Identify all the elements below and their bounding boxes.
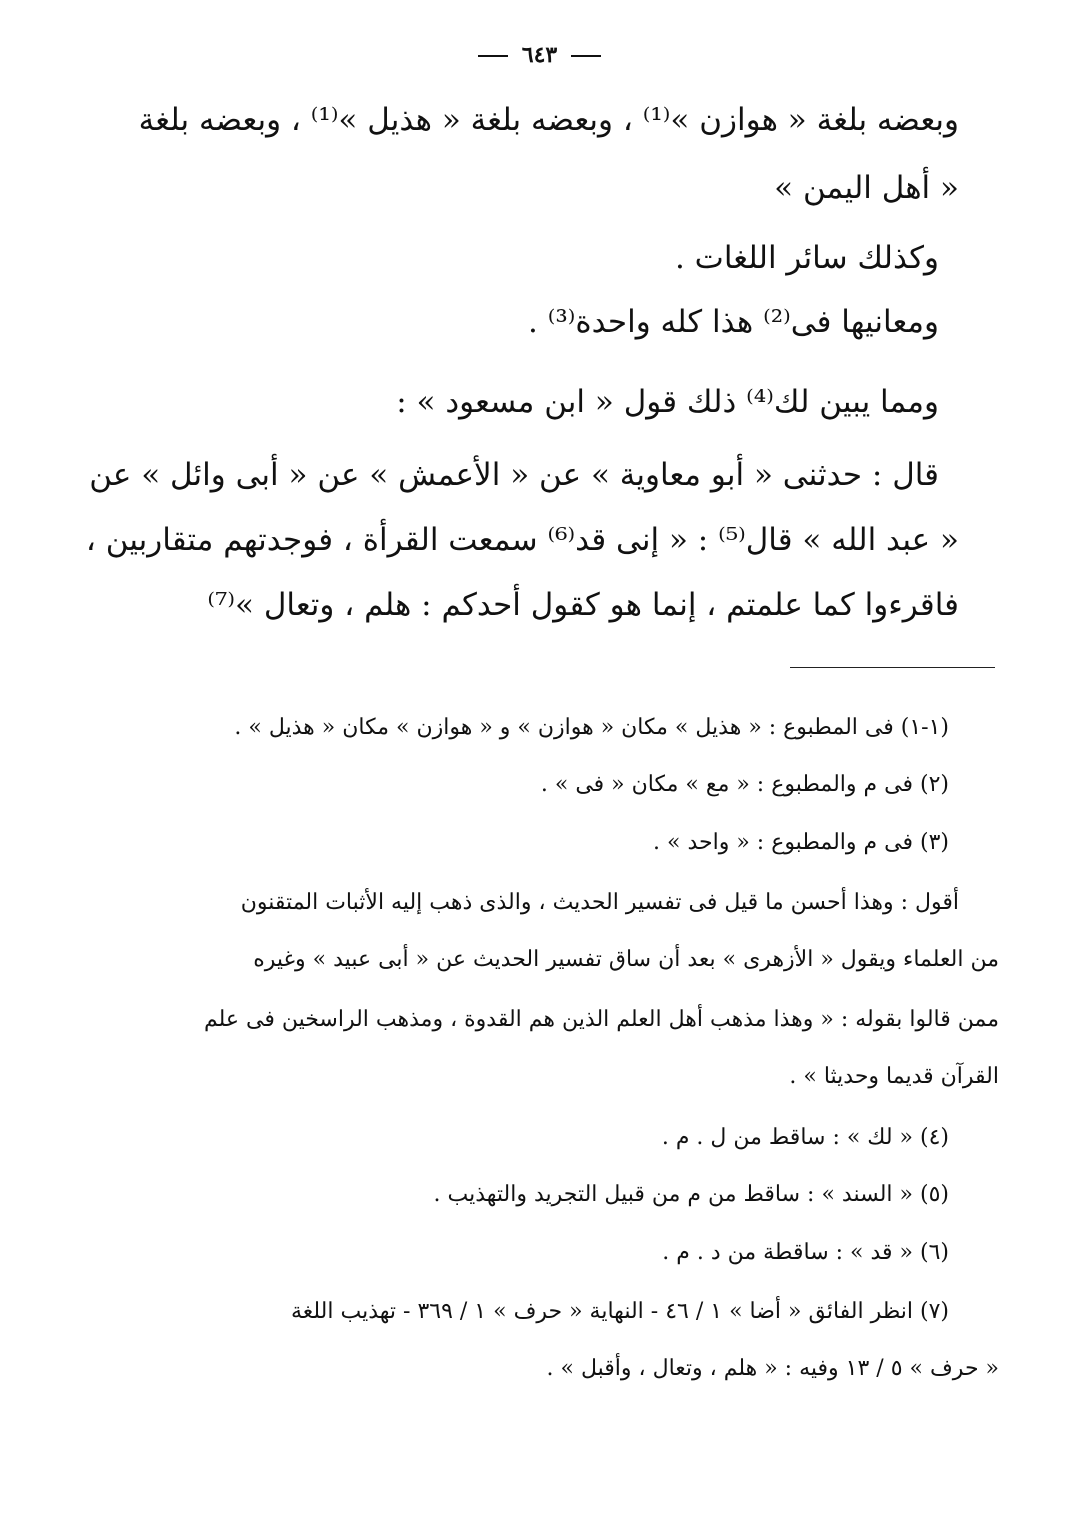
main-text-line-6: قال : حدثنى « أبو معاوية » عن « الأعمش » عن « أبى وائل » عن [89,457,939,493]
main-text-line-8: فاقرءوا كما علمتم ، إنما هو كقول أحدكم : هلم ، وتعال »⁽⁷⁾ [207,587,959,623]
footnote-7-line-2: « حرف » ٥ / ١٣ وفيه : « هلم ، وتعال ، وأقبل » . [546,1356,999,1381]
footnote-2: (٢) فى م والمطبوع : « مع » مكان « فى » . [540,772,949,797]
page-header [0,42,1079,68]
commentary-line-2: من العلماء ويقول « الأزهرى » بعد أن ساق تفسير الحديث عن « أبى عبيد » وغيره [253,947,999,972]
main-text-line-3: وكذلك سائر اللغات . [674,240,939,276]
footnote-5: (٥) « السند » : ساقط من م من قبيل التجريد والتهذيب . [433,1182,949,1207]
commentary-line-3: ممن قالوا بقوله : « وهذا مذهب أهل العلم الذين هم القدوة ، ومذهب الراسخين فى علم [203,1007,999,1032]
main-text-line-1: وبعضه بلغة « هوازن »⁽¹⁾ ، وبعضه بلغة « هذيل »⁽¹⁾ ، وبعضه بلغة [138,102,959,138]
footnote-1: (١-١) فى المطبوع : « هذيل » مكان « هوازن » و « هوازن » مكان « هذيل » . [234,715,949,740]
footnote-3: (٣) فى م والمطبوع : « واحد » . [653,830,949,855]
main-text-line-2: « أهل اليمن » [774,170,959,206]
footnote-divider [790,667,995,668]
commentary-line-1: أقول : وهذا أحسن ما قيل فى تفسير الحديث ، والذى ذهب إليه الأثبات المتقنون [240,890,959,915]
header-dash-right [571,55,601,57]
header-dash-left [478,55,508,57]
main-text-line-5: ومما يبين لك⁽⁴⁾ ذلك قول « ابن مسعود » : [396,384,939,420]
footnote-4: (٤) « لك » : ساقط من ل . م . [661,1125,949,1150]
main-text-line-7: « عبد الله » قال⁽⁵⁾ : « إنى قد⁽⁶⁾ سمعت القرأة ، فوجدتهم متقاربين ، [85,522,959,558]
main-text-line-4: ومعانيها فى⁽²⁾ هذا كله واحدة⁽³⁾ . [528,304,939,340]
page-number: ٦٤٣ [521,42,558,68]
footnote-6: (٦) « قد » : ساقطة من د . م . [662,1240,949,1265]
commentary-line-4: القرآن قديما وحديثا » . [789,1064,999,1089]
footnote-7-line-1: (٧) انظر الفائق « أضا » ١ / ٤٦ - النهاية « حرف » ١ / ٣٦٩ - تهذيب اللغة [290,1299,949,1324]
